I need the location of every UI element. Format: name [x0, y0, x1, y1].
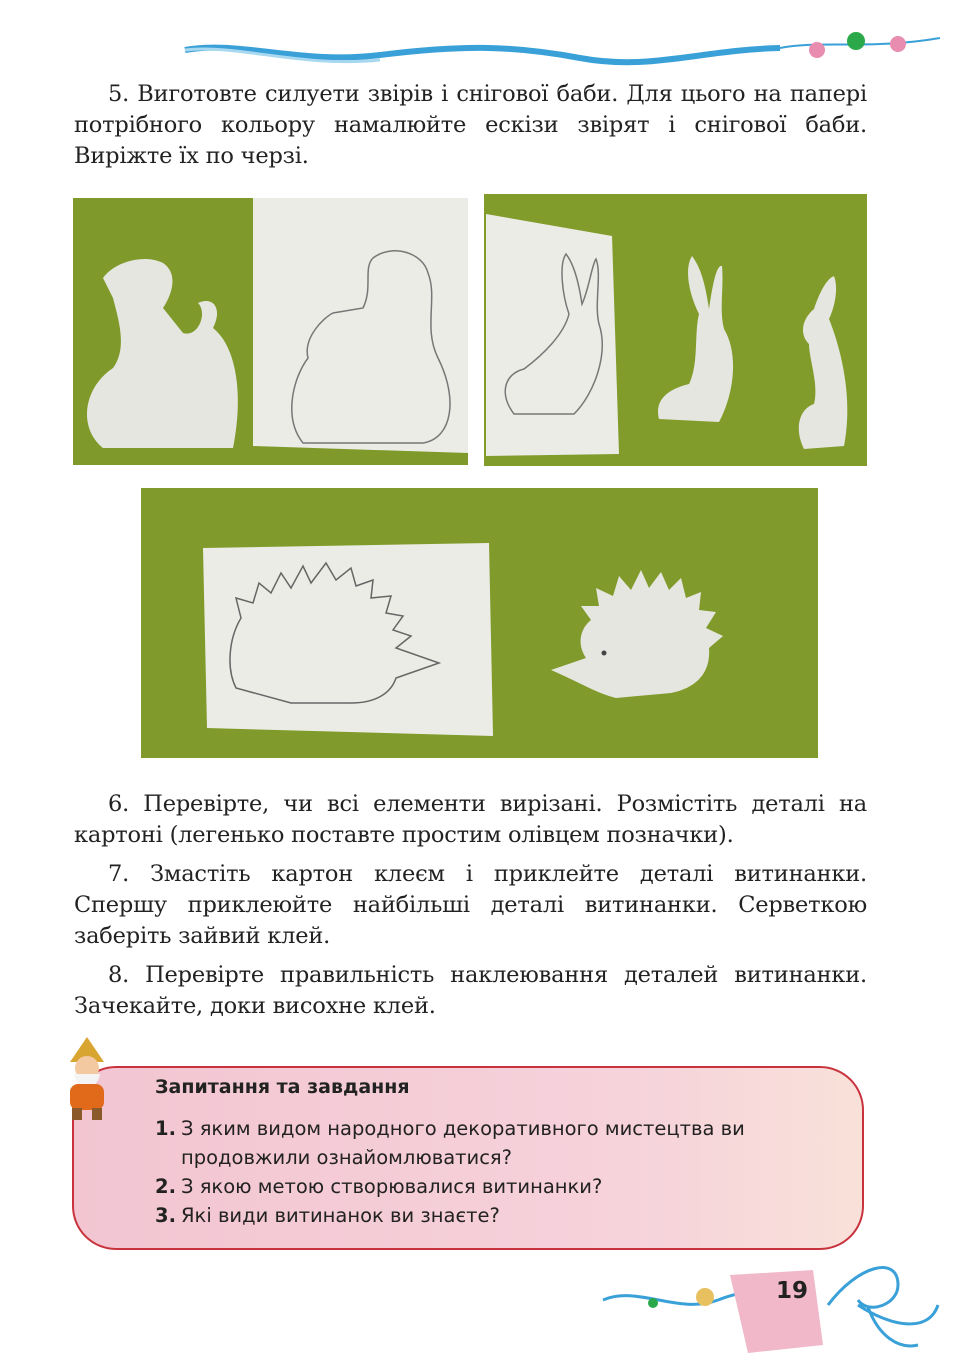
- top-ribbon-decoration: [180, 20, 950, 80]
- photo-rabbit-silhouettes: [484, 194, 867, 466]
- gnome-illustration: [52, 1032, 127, 1124]
- step-8-paragraph: 8. Перевірте правильність наклеювання деталей витинанки. Зачекайте, доки висохне клей.: [74, 962, 867, 1019]
- question-text: З яким видом народного декоративного мистецтва ви продовжили ознайомлюватися?: [181, 1117, 745, 1169]
- photo-snowman-silhouettes: [73, 198, 468, 465]
- list-item: [155, 1172, 845, 1201]
- photo-hedgehog-silhouettes: [141, 488, 818, 758]
- step-6-paragraph: 6. Перевірте, чи всі елементи вирізані. Розмістіть деталі на картоні (легенько поставте простим олівцем позначки).: [74, 791, 867, 848]
- questions-list: [155, 1114, 845, 1230]
- page-number: 19: [775, 1278, 808, 1304]
- question-number: 1.: [155, 1117, 176, 1140]
- question-text: Які види витинанок ви знаєте?: [181, 1204, 500, 1227]
- list-item: [155, 1114, 845, 1172]
- step-7-paragraph: 7. Змастіть картон клеєм і приклейте деталі витинанки. Спершу приклеюйте найбільші деталі витинанки. Серветкою заберіть зайвий клей.: [74, 861, 867, 949]
- step-5-paragraph: 5. Виготовте силуети звірів і снігової баби. Для цього на папері потрібного кольору намалюйте ескізи звірят і снігової баби. Виріжте їх по черзі.: [74, 81, 867, 169]
- questions-title: Запитання та завдання: [155, 1076, 410, 1098]
- question-number: 3.: [155, 1204, 176, 1227]
- question-number: 2.: [155, 1175, 176, 1198]
- list-item: [155, 1201, 845, 1230]
- question-text: З якою метою створювалися витинанки?: [181, 1175, 603, 1198]
